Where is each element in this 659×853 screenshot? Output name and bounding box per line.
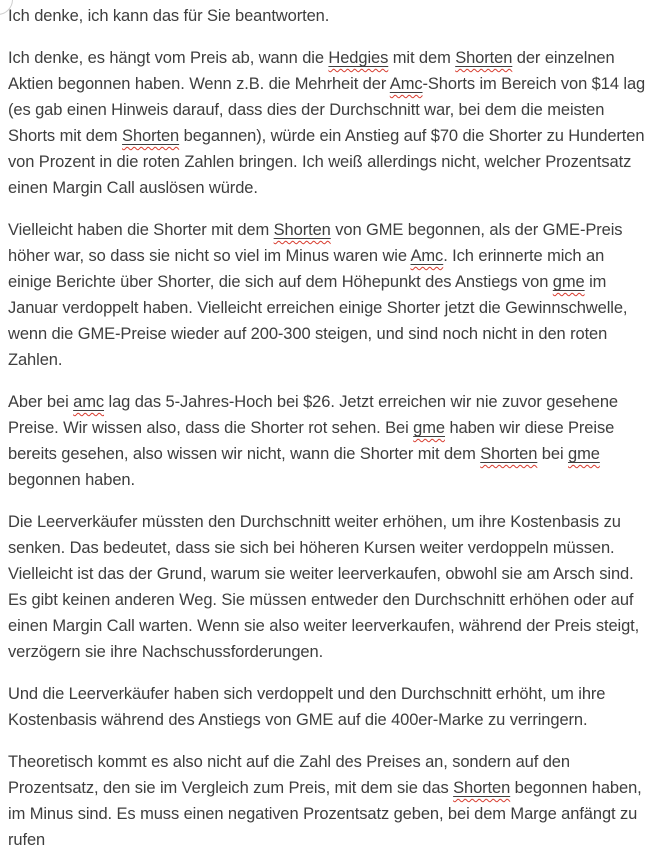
underlined-word: Shorten xyxy=(480,445,538,463)
text-run: -Shorts im Bereich von $14 lag (es gab einen Hinweis darauf, dass dies der Durchschnitt war, bei dem die meisten Shorts mit dem xyxy=(8,75,650,145)
text-run: Theoretisch kommt es also nicht auf die Zahl des Preises an, sondern auf den Prozentsatz, den sie im Vergleich zum Preis, mit dem sie das xyxy=(8,753,575,797)
underlined-word: gme xyxy=(413,419,445,437)
spellcheck-flagged-word[interactable] xyxy=(328,49,388,67)
spellcheck-flagged-word[interactable] xyxy=(411,247,444,265)
underlined-word: gme xyxy=(552,273,585,291)
text-run: begonnen haben. xyxy=(8,445,605,489)
text-run: Vielleicht haben die Shorter mit dem xyxy=(8,221,274,239)
paragraph xyxy=(8,681,651,733)
paragraph xyxy=(8,45,651,201)
underlined-word: amc xyxy=(73,393,105,411)
spellcheck-flagged-word[interactable] xyxy=(453,779,510,797)
spellcheck-flagged-word[interactable] xyxy=(413,419,445,437)
text-run: Ich denke, ich kann das für Sie beantworten. xyxy=(8,7,330,25)
spellcheck-flagged-word[interactable] xyxy=(390,75,423,93)
paragraph xyxy=(8,3,651,29)
underlined-word: Shorten xyxy=(453,779,511,797)
text-run: Aber bei xyxy=(8,393,74,411)
paragraph xyxy=(8,749,651,853)
underlined-word: Shorten xyxy=(122,127,180,145)
paragraph xyxy=(8,509,651,665)
underlined-word: Amc xyxy=(410,247,444,265)
spellcheck-flagged-word[interactable] xyxy=(553,273,585,291)
underlined-word: Hedgies xyxy=(328,49,389,67)
text-run: Die Leerverkäufer müssten den Durchschnitt weiter erhöhen, um ihre Kostenbasis zu senken. Das bedeutet, dass sie sich bei höheren Kursen weiter verdoppeln müssen. Vielleicht ist das der Grund, warum sie weiter leerverkaufen, obwohl sie am Arsch sind. Es gibt keinen anderen Weg. Sie müssen entweder den Durchschnitt erhöhen oder auf einen Margin Call warten. Wenn sie also weiter leerverkaufen, während der Preis steigt, verzögern sie ihre Nachschussforderungen. xyxy=(8,513,644,661)
text-run: . Ich erinnerte mich an einige Berichte über Shorter, die sich auf dem Höhepunkt des Anstiegs von xyxy=(8,247,609,291)
text-run: bei xyxy=(537,445,569,463)
text-run: Ich denke, es hängt vom Preis ab, wann die xyxy=(8,49,329,67)
underlined-word: gme xyxy=(568,445,600,463)
text-run: Und die Leerverkäufer haben sich verdoppelt und den Durchschnitt erhöht, um ihre Kostenbasis während des Anstiegs von GME auf die 400er-Marke zu verringern. xyxy=(8,685,610,729)
document-body[interactable] xyxy=(8,3,651,853)
paragraph xyxy=(8,217,651,373)
spellcheck-flagged-word[interactable] xyxy=(480,445,537,463)
spellcheck-flagged-word[interactable] xyxy=(568,445,600,463)
underlined-word: Shorten xyxy=(273,221,331,239)
underlined-word: Shorten xyxy=(455,49,513,67)
text-run: im Januar verdoppelt haben. Vielleicht erreichen einige Shorter jetzt die Gewinnschwelle, wenn die GME-Preise wieder auf 200-300 steigen, und sind noch nicht in den roten Zahlen. xyxy=(8,273,632,369)
text-run: haben wir diese Preise bereits gesehen, also wissen wir nicht, wann die Shorter mit dem xyxy=(8,419,619,463)
text-run: mit dem xyxy=(388,49,456,67)
text-run: von GME begonnen, als der GME-Preis höher war, so dass sie nicht so viel im Minus waren wie xyxy=(8,221,627,265)
underlined-word: Amc xyxy=(389,75,423,93)
spellcheck-flagged-word[interactable] xyxy=(73,393,104,411)
text-run: begannen), würde ein Anstieg auf $70 die Shorter zu Hunderten von Prozent in die roten Zahlen bringen. Ich weiß allerdings nicht, welcher Prozentsatz einen Margin Call auslösen würde. xyxy=(8,127,649,197)
spellcheck-flagged-word[interactable] xyxy=(122,127,179,145)
text-run: der einzelnen Aktien begonnen haben. Wenn z.B. die Mehrheit der xyxy=(8,49,619,93)
text-run: lag das 5-Jahres-Hoch bei $26. Jetzt erreichen wir nie zuvor gesehene Preise. Wir wissen also, dass die Shorter rot sehen. Bei xyxy=(8,393,623,437)
spellcheck-flagged-word[interactable] xyxy=(455,49,512,67)
paragraph xyxy=(8,389,651,493)
spellcheck-flagged-word[interactable] xyxy=(274,221,331,239)
text-run: begonnen haben, im Minus sind. Es muss einen negativen Prozentsatz geben, bei dem Marge anfängt zu rufen xyxy=(8,779,647,849)
